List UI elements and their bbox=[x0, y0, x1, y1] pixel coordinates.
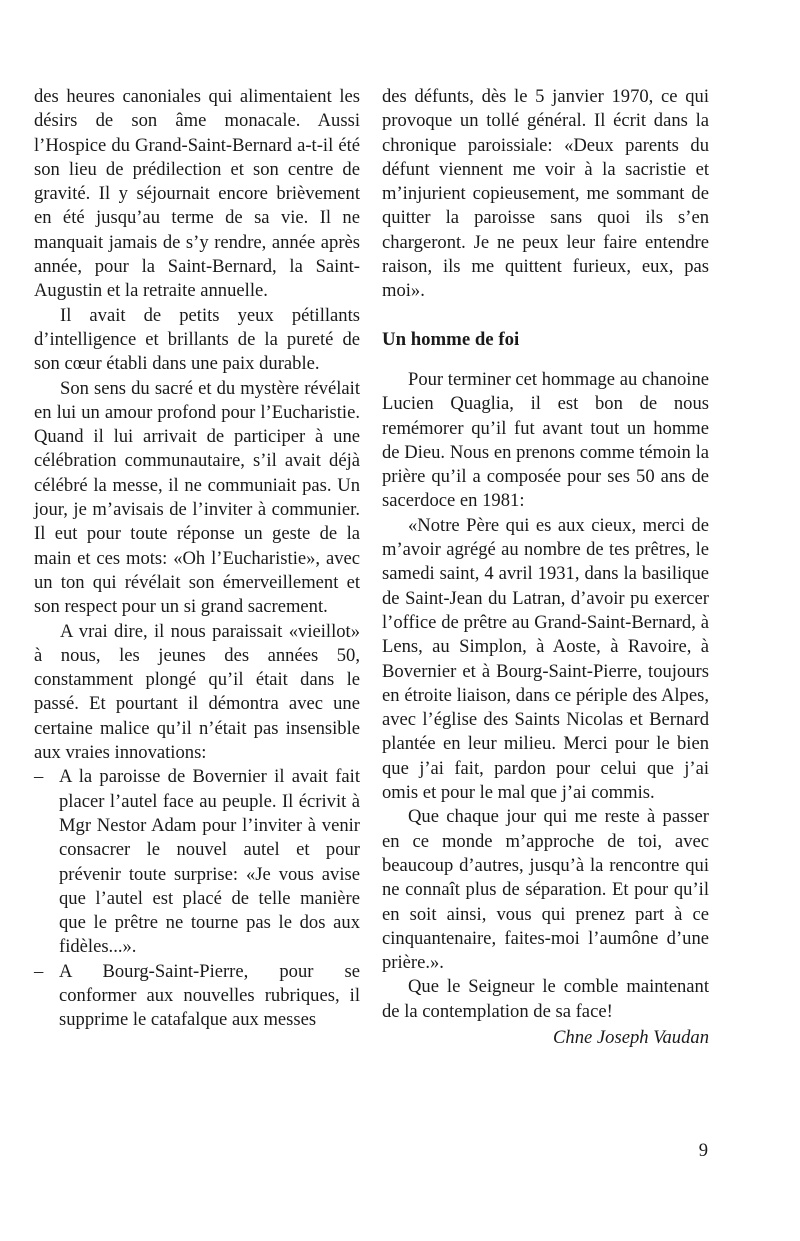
section-heading: Un homme de foi bbox=[382, 328, 520, 350]
right-column bbox=[382, 85, 709, 1050]
left-paragraph-2: Il avait de petits yeux pétillants d’intelligence et brillants de la pureté de son cœur établi dans une paix durable. bbox=[34, 304, 360, 375]
list-dash: – bbox=[34, 960, 44, 982]
right-paragraph-1: des défunts, dès le 5 janvier 1970, ce qui provoque un tollé général. Il écrit dans la chronique paroissiale: «Deux parents du défunt viennent me voir à la sacristie et m’injurient copieusement, me sommant de quitter la paroisse sans quoi ils s’en chargeront. Je ne peux leur faire entendre raison, ils me quittent furieux, eux, pas moi». bbox=[382, 86, 709, 302]
list-item-text: A la paroisse de Bovernier il avait fait placer l’autel face au peuple. Il écrivit à Mgr Nestor Adam pour l’inviter à venir consacrer le nouvel autel et pour prévenir toute surprise: «Je vous avise que l’autel est placé de telle manière que le prêtre ne tourne pas le dos aux fidèles...». bbox=[59, 766, 360, 958]
list-item-text: A Bourg-Saint-Pierre, pour se conformer aux nouvelles rubriques, il supprime le catafalque aux messes bbox=[59, 960, 360, 1031]
left-column bbox=[34, 85, 360, 1033]
closing-paragraph: Que le Seigneur le comble maintenant de la contemplation de sa face! bbox=[382, 976, 709, 1022]
list-item-bovernier bbox=[34, 765, 360, 959]
author-signature: Chne Joseph Vaudan bbox=[553, 1026, 709, 1048]
right-paragraph-2: Pour terminer cet hommage au chanoine Lucien Quaglia, il est bon de nous remémorer qu’il fut avant tout un homme de Dieu. Nous en prenons comme témoin la prière qu’il a composée pour ses 50 ans de sacerdoce en 1981: bbox=[382, 368, 710, 512]
prayer-paragraph-1: «Notre Père qui es aux cieux, merci de m’avoir agrégé au nombre de tes prêtres, le samedi saint, 4 avril 1931, dans la basilique de Saint-Jean du Latran, d’avoir pu exercer l’office de prêtre au Grand-Saint-Bernard, à Lens, au Simplon, à Aoste, à Ravoire, à Bovernier et à Bourg-Saint-Pierre, toujours en étroite liaison, dans ce périple des Alpes, avec l’église des Saints Nicolas et Bernard plantée en leur milieu. Merci pour le bien que j’ai fait, pardon pour celui que j’ai omis et pour le mal que j’ai commis. bbox=[382, 514, 709, 804]
list-dash: – bbox=[34, 766, 44, 788]
left-paragraph-1: des heures canoniales qui alimentaient les désirs de son âme monacale. Aussi l’Hospice du Grand-Saint-Bernard a-t-il été son lieu de prédilection et son centre de gravité. Il y séjournait encore brièvement en été jusqu’au terme de sa vie. Il ne manquait jamais de s’y rendre, année après année, pour la Saint-Bernard, la Saint-Augustin et la retraite annuelle. bbox=[34, 86, 360, 302]
left-paragraph-4: A vrai dire, il nous paraissait «vieillot» à nous, les jeunes des années 50, constamment plongé qu’il était dans le passé. Et pourtant il démontra avec une certaine malice qu’il n’était pas insensible aux vraies innovations: bbox=[34, 620, 360, 764]
list-item-bourg-saint-pierre bbox=[34, 960, 360, 1033]
prayer-paragraph-2: Que chaque jour qui me reste à passer en ce monde m’approche de toi, avec beaucoup d’autres, jusqu’à la rencontre qui ne connaît plus de séparation. Et pour qu’il en soit ainsi, vous qui prenez part à ce cinquantenaire, faites-moi l’aumône d’une prière.». bbox=[382, 806, 709, 974]
page-number: 9 bbox=[698, 1140, 708, 1161]
left-paragraph-3: Son sens du sacré et du mystère révélait en lui un amour profond pour l’Eucharistie. Quand il lui arrivait de participer à une célébration communautaire, s’il avait déjà célébré la messe, il ne communiait pas. Un jour, je m’avisais de l’inviter à communier. Il eut pour toute réponse un geste de la main et ces mots: «Oh l’Eucharistie», avec un ton qui révélait son émerveillement et son respect pour un si grand sacrement. bbox=[34, 377, 360, 618]
